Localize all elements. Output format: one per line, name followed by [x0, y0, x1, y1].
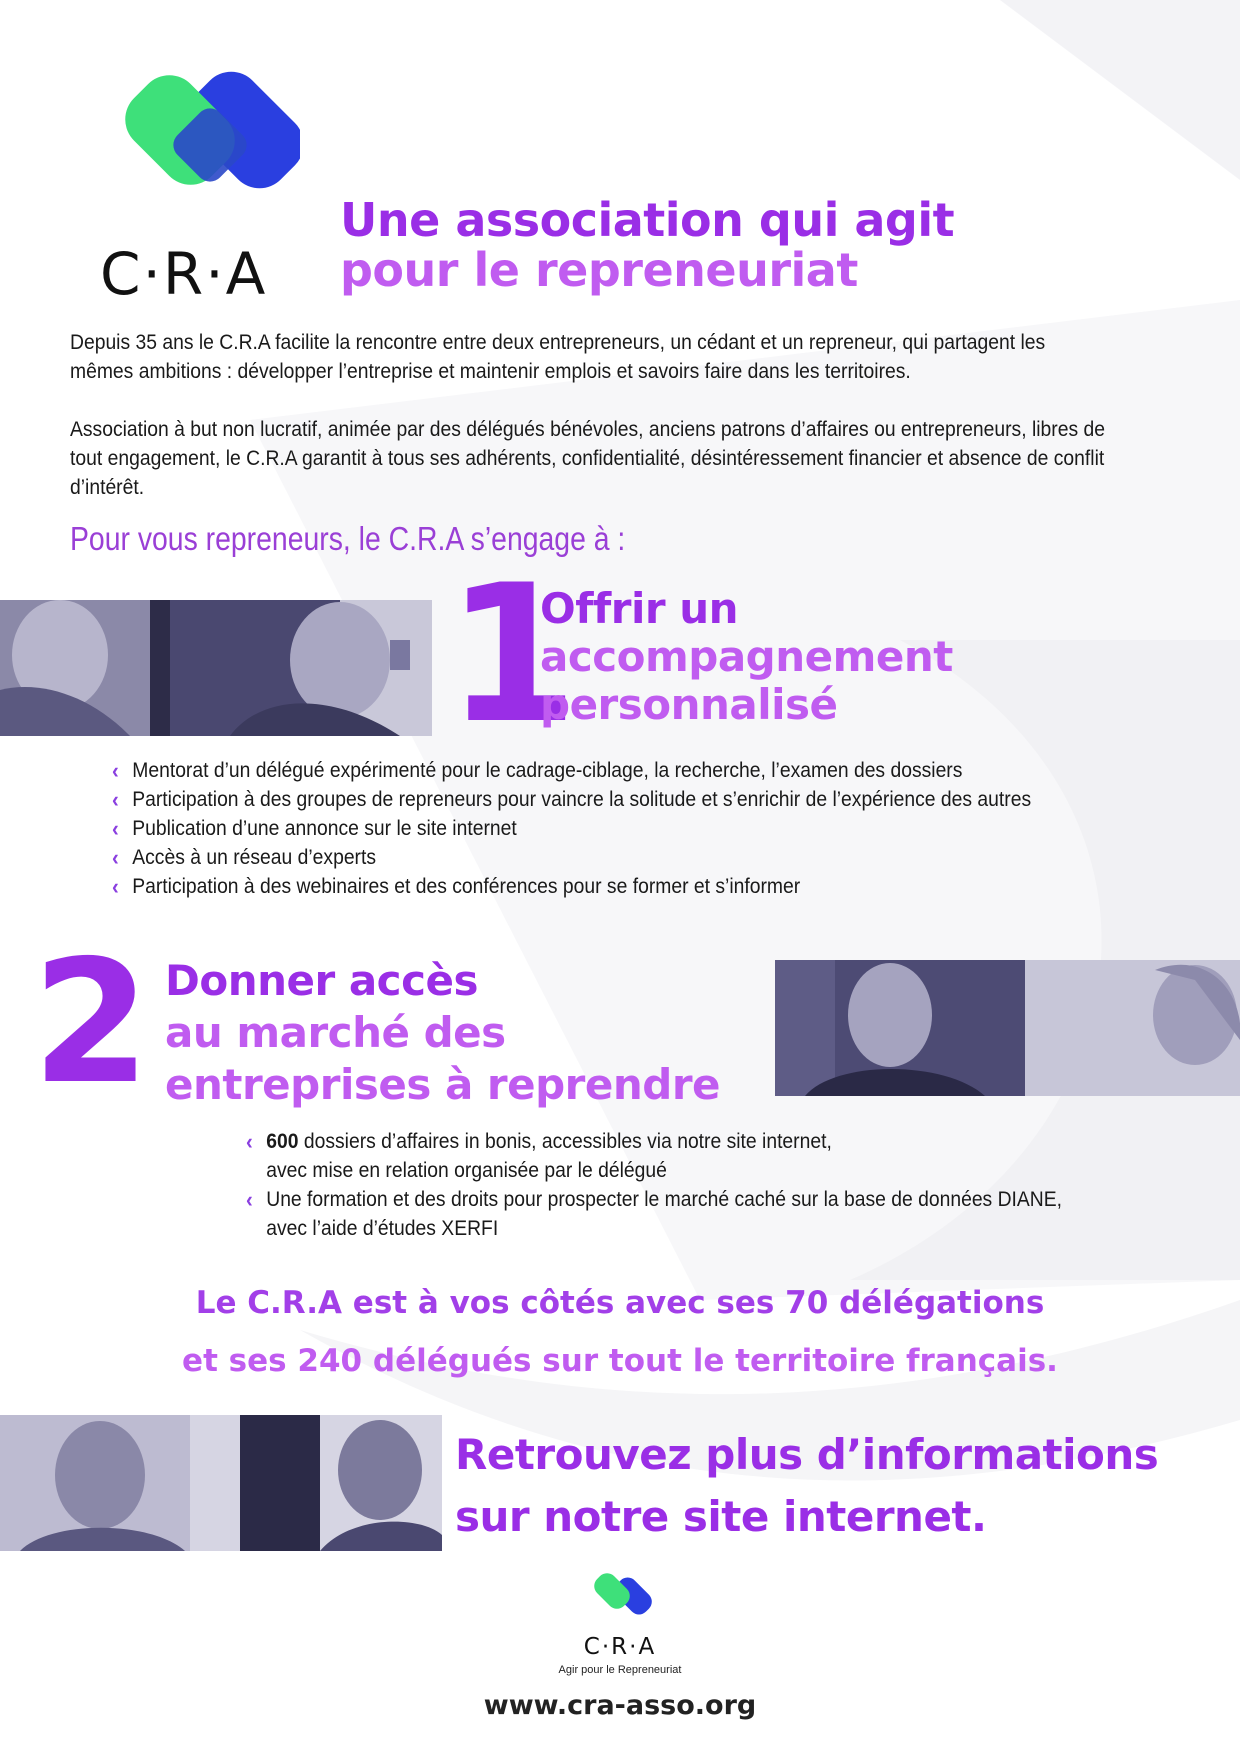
website-link[interactable]: www.cra-asso.org: [483, 1690, 757, 1721]
section2-number: 2: [32, 924, 151, 1122]
section1-bullet-list: [112, 756, 1031, 901]
logo-mark-icon: [570, 1570, 670, 1634]
section1-title-line-3: personnalisé: [540, 680, 838, 729]
list-item: ‹ Mentorat d’un délégué expérimenté pour le cadrage-ciblage, la recherche, l’examen des dossiers: [112, 758, 963, 783]
section2-title-line-3: entreprises à reprendre: [165, 1060, 721, 1109]
section2-bullet-list: [246, 1127, 1062, 1243]
section1-photo: [0, 600, 432, 736]
bottom-photo: [0, 1415, 442, 1551]
logo-text: C·R·A: [100, 240, 268, 308]
more-info-line-1: Retrouvez plus d’informations: [455, 1430, 1159, 1479]
section1-number: 1: [446, 544, 579, 765]
section2-photo: [775, 960, 1240, 1096]
list-item: ‹ Accès à un réseau d’experts: [112, 845, 377, 870]
list-item: ‹ Participation à des webinaires et des conférences pour se former et s’informer: [112, 874, 801, 899]
section1-title-line-2: accompagnement: [540, 632, 953, 681]
footer-logo-text: C·R·A: [583, 1634, 657, 1660]
chevron-left-icon: ‹: [112, 787, 119, 812]
headline-line-2: pour le repreneuriat: [340, 243, 858, 297]
chevron-left-icon: ‹: [246, 1129, 253, 1154]
chevron-left-icon: ‹: [112, 874, 119, 899]
section1-title: [540, 585, 953, 729]
logo-mark-icon: [100, 70, 300, 240]
chevron-left-icon: ‹: [246, 1187, 253, 1212]
headline-line-1: Une association qui agit: [340, 193, 955, 247]
section2-title: [165, 955, 720, 1111]
chevron-left-icon: ‹: [112, 845, 119, 870]
list-item: ‹ Participation à des groupes de repreneurs pour vaincre la solitude et s’enrichir de l’expérience des autres: [112, 787, 1032, 812]
more-info-line-2: sur notre site internet.: [455, 1492, 987, 1541]
callout-line-2: et ses 240 délégués sur tout le territoire français.: [182, 1343, 1058, 1379]
callout-line-1: Le C.R.A est à vos côtés avec ses 70 délégations: [195, 1285, 1045, 1321]
engagement-title: Pour vous repreneurs, le C.R.A s’engage à :: [70, 520, 626, 557]
section2-title-line-1: Donner accès: [165, 956, 478, 1005]
list-item: ‹ 600 dossiers d’affaires in bonis, accessibles via notre site internet, avec mise en relation organisée par le délégué: [246, 1129, 832, 1182]
cra-logo: [100, 70, 300, 310]
more-info: [455, 1424, 1158, 1548]
section2-title-line-2: au marché des: [165, 1008, 506, 1057]
list-item: ‹ Publication d’une annonce sur le site internet: [112, 816, 517, 841]
footer-tagline: Agir pour le Repreneuriat: [558, 1664, 682, 1676]
chevron-left-icon: ‹: [112, 816, 119, 841]
intro-paragraph-1: Depuis 35 ans le C.R.A facilite la rencontre entre deux entrepreneurs, un cédant et un repreneur, qui partagent les mêmes ambitions : développer l’entreprise et maintenir emplois et savoirs faire dans les territoires.: [70, 331, 1046, 383]
page-headline: [340, 195, 954, 295]
intro-paragraph-2: Association à but non lucratif, animée par des délégués bénévoles, anciens patrons d’affaires ou entrepreneurs, libres de tout engagement, le C.R.A garantit à tous ses adhérents, confidentialité, désintéressement financier et absence de conflit d’intérêt.: [70, 418, 1105, 499]
section1-title-line-1: Offrir un: [540, 584, 738, 633]
chevron-left-icon: ‹: [112, 758, 119, 783]
list-item: ‹ Une formation et des droits pour prospecter le marché caché sur la base de données DIANE, avec l’aide d’études XERFI: [246, 1187, 1063, 1240]
